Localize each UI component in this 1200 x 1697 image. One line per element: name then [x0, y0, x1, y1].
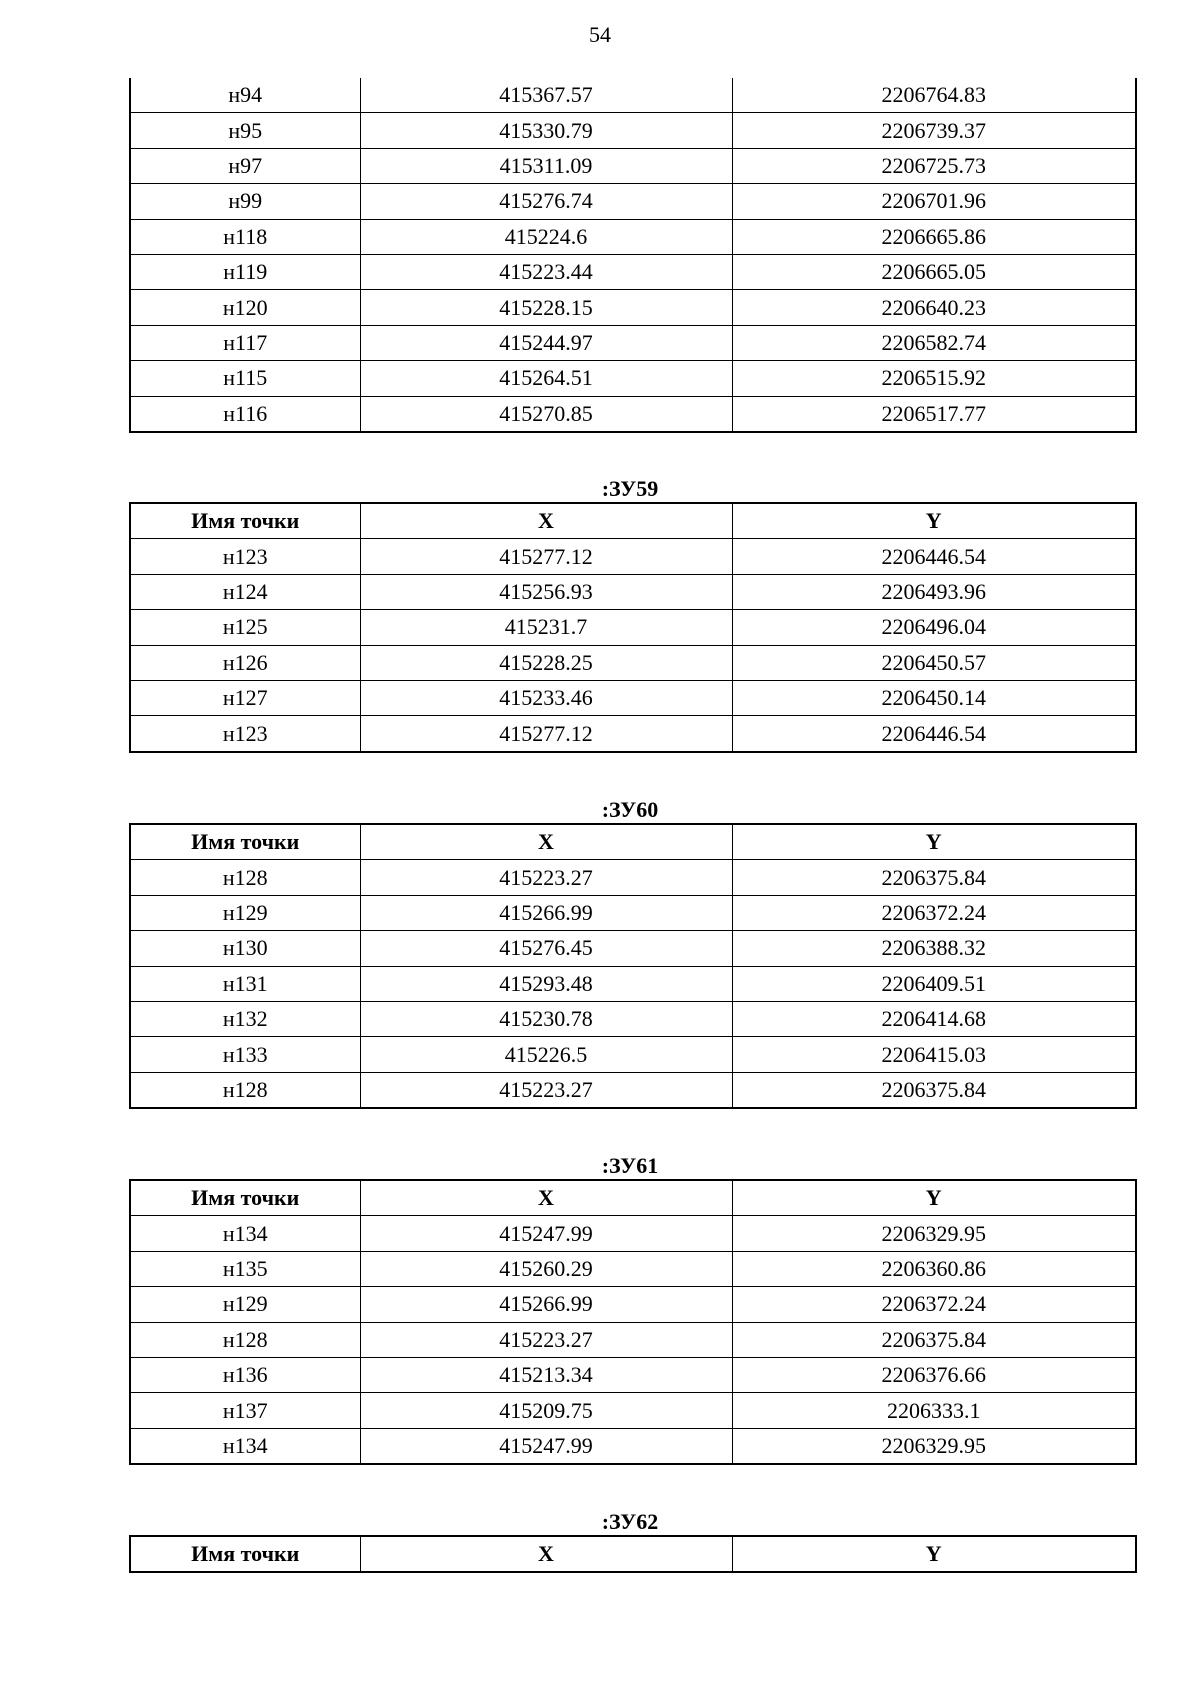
y-coordinate-cell: 2206496.04: [732, 610, 1136, 645]
y-coordinate-cell: 2206375.84: [732, 1322, 1136, 1357]
point-name-cell: н135: [130, 1251, 360, 1286]
y-coordinate-cell: 2206446.54: [732, 716, 1136, 752]
table-row: [130, 716, 1136, 752]
y-coordinate-cell: 2206375.84: [732, 860, 1136, 895]
x-coordinate-cell: 415228.15: [360, 290, 732, 325]
point-name-cell: н136: [130, 1357, 360, 1392]
y-coordinate-cell: 2206665.86: [732, 219, 1136, 254]
column-header-name: Имя точки: [130, 503, 360, 539]
table-row: [130, 680, 1136, 715]
x-coordinate-cell: 415311.09: [360, 148, 732, 183]
point-name-cell: н137: [130, 1393, 360, 1428]
point-name-cell: н123: [130, 539, 360, 574]
y-coordinate-cell: 2206409.51: [732, 966, 1136, 1001]
x-coordinate-cell: 415247.99: [360, 1216, 732, 1251]
x-coordinate-cell: 415231.7: [360, 610, 732, 645]
table-header-row: [130, 503, 1136, 539]
y-coordinate-cell: 2206372.24: [732, 895, 1136, 930]
y-coordinate-cell: 2206665.05: [732, 254, 1136, 289]
table-header-row: [130, 824, 1136, 860]
column-header-name: Имя точки: [130, 824, 360, 860]
point-name-cell: н129: [130, 895, 360, 930]
table-row: [130, 645, 1136, 680]
table-row: [130, 1216, 1136, 1251]
table-row: [130, 860, 1136, 895]
point-name-cell: н134: [130, 1428, 360, 1464]
point-name-cell: н97: [130, 148, 360, 183]
point-name-cell: н116: [130, 396, 360, 432]
point-name-cell: н125: [130, 610, 360, 645]
x-coordinate-cell: 415276.45: [360, 931, 732, 966]
table-row: [130, 895, 1136, 930]
y-coordinate-cell: 2206376.66: [732, 1357, 1136, 1392]
y-coordinate-cell: 2206493.96: [732, 574, 1136, 609]
page-number: 54: [589, 22, 611, 47]
y-coordinate-cell: 2206764.83: [732, 78, 1136, 113]
y-coordinate-cell: 2206515.92: [732, 361, 1136, 396]
x-coordinate-cell: 415330.79: [360, 113, 732, 148]
x-coordinate-cell: 415223.44: [360, 254, 732, 289]
column-header-x: X: [360, 824, 732, 860]
point-name-cell: н115: [130, 361, 360, 396]
coordinates-table-continued: [129, 78, 1137, 433]
table-row: [130, 148, 1136, 183]
y-coordinate-cell: 2206360.86: [732, 1251, 1136, 1286]
y-coordinate-cell: 2206415.03: [732, 1037, 1136, 1072]
section-title-zu61: :ЗУ61: [601, 1153, 659, 1178]
point-name-cell: н95: [130, 113, 360, 148]
point-name-cell: н130: [130, 931, 360, 966]
table-row: [130, 396, 1136, 432]
column-header-x: X: [360, 1180, 732, 1216]
x-coordinate-cell: 415244.97: [360, 325, 732, 360]
point-name-cell: н131: [130, 966, 360, 1001]
x-coordinate-cell: 415223.27: [360, 860, 732, 895]
x-coordinate-cell: 415264.51: [360, 361, 732, 396]
table-row: [130, 1037, 1136, 1072]
point-name-cell: н117: [130, 325, 360, 360]
point-name-cell: н129: [130, 1287, 360, 1322]
section-title-zu59: :ЗУ59: [601, 476, 659, 501]
y-coordinate-cell: 2206450.57: [732, 645, 1136, 680]
table-row: [130, 361, 1136, 396]
x-coordinate-cell: 415256.93: [360, 574, 732, 609]
point-name-cell: н128: [130, 1322, 360, 1357]
point-name-cell: н118: [130, 219, 360, 254]
point-name-cell: н127: [130, 680, 360, 715]
y-coordinate-cell: 2206333.1: [732, 1393, 1136, 1428]
table-header-row: [130, 1536, 1136, 1572]
point-name-cell: н133: [130, 1037, 360, 1072]
table-row: [130, 610, 1136, 645]
coordinates-table-zu62: [129, 1535, 1137, 1573]
x-coordinate-cell: 415226.5: [360, 1037, 732, 1072]
column-header-x: X: [360, 503, 732, 539]
x-coordinate-cell: 415266.99: [360, 1287, 732, 1322]
y-coordinate-cell: 2206517.77: [732, 396, 1136, 432]
table-row: [130, 1251, 1136, 1286]
x-coordinate-cell: 415213.34: [360, 1357, 732, 1392]
y-coordinate-cell: 2206582.74: [732, 325, 1136, 360]
table-row: [130, 1393, 1136, 1428]
table-row: [130, 325, 1136, 360]
y-coordinate-cell: 2206725.73: [732, 148, 1136, 183]
coordinates-table-zu60: [129, 823, 1137, 1109]
point-name-cell: н119: [130, 254, 360, 289]
point-name-cell: н132: [130, 1001, 360, 1036]
section-title-zu60: :ЗУ60: [601, 797, 659, 822]
coordinates-table-zu59: [129, 502, 1137, 753]
x-coordinate-cell: 415223.27: [360, 1072, 732, 1108]
point-name-cell: н120: [130, 290, 360, 325]
table-row: [130, 1001, 1136, 1036]
x-coordinate-cell: 415224.6: [360, 219, 732, 254]
table-row: [130, 931, 1136, 966]
x-coordinate-cell: 415233.46: [360, 680, 732, 715]
y-coordinate-cell: 2206739.37: [732, 113, 1136, 148]
x-coordinate-cell: 415266.99: [360, 895, 732, 930]
column-header-x: X: [360, 1536, 732, 1572]
table-row: [130, 1428, 1136, 1464]
table-row: [130, 1072, 1136, 1108]
table-row: [130, 290, 1136, 325]
coordinates-table-zu61: [129, 1179, 1137, 1465]
x-coordinate-cell: 415293.48: [360, 966, 732, 1001]
table-row: [130, 184, 1136, 219]
y-coordinate-cell: 2206450.14: [732, 680, 1136, 715]
point-name-cell: н134: [130, 1216, 360, 1251]
column-header-y: Y: [732, 824, 1136, 860]
column-header-y: Y: [732, 503, 1136, 539]
y-coordinate-cell: 2206414.68: [732, 1001, 1136, 1036]
column-header-name: Имя точки: [130, 1536, 360, 1572]
y-coordinate-cell: 2206446.54: [732, 539, 1136, 574]
x-coordinate-cell: 415209.75: [360, 1393, 732, 1428]
x-coordinate-cell: 415260.29: [360, 1251, 732, 1286]
y-coordinate-cell: 2206329.95: [732, 1216, 1136, 1251]
column-header-y: Y: [732, 1180, 1136, 1216]
table-row: [130, 113, 1136, 148]
x-coordinate-cell: 415223.27: [360, 1322, 732, 1357]
y-coordinate-cell: 2206375.84: [732, 1072, 1136, 1108]
x-coordinate-cell: 415277.12: [360, 539, 732, 574]
table-row: [130, 539, 1136, 574]
table-row: [130, 574, 1136, 609]
y-coordinate-cell: 2206388.32: [732, 931, 1136, 966]
point-name-cell: н123: [130, 716, 360, 752]
x-coordinate-cell: 415270.85: [360, 396, 732, 432]
x-coordinate-cell: 415277.12: [360, 716, 732, 752]
table-row: [130, 1357, 1136, 1392]
point-name-cell: н94: [130, 78, 360, 113]
x-coordinate-cell: 415276.74: [360, 184, 732, 219]
y-coordinate-cell: 2206329.95: [732, 1428, 1136, 1464]
x-coordinate-cell: 415367.57: [360, 78, 732, 113]
table-row: [130, 254, 1136, 289]
table-row: [130, 78, 1136, 113]
point-name-cell: н126: [130, 645, 360, 680]
table-row: [130, 966, 1136, 1001]
y-coordinate-cell: 2206701.96: [732, 184, 1136, 219]
y-coordinate-cell: 2206372.24: [732, 1287, 1136, 1322]
y-coordinate-cell: 2206640.23: [732, 290, 1136, 325]
x-coordinate-cell: 415228.25: [360, 645, 732, 680]
section-title-zu62: :ЗУ62: [601, 1509, 659, 1534]
x-coordinate-cell: 415230.78: [360, 1001, 732, 1036]
table-header-row: [130, 1180, 1136, 1216]
column-header-y: Y: [732, 1536, 1136, 1572]
point-name-cell: н128: [130, 860, 360, 895]
table-row: [130, 1322, 1136, 1357]
point-name-cell: н124: [130, 574, 360, 609]
table-row: [130, 219, 1136, 254]
column-header-name: Имя точки: [130, 1180, 360, 1216]
table-row: [130, 1287, 1136, 1322]
x-coordinate-cell: 415247.99: [360, 1428, 732, 1464]
point-name-cell: н99: [130, 184, 360, 219]
point-name-cell: н128: [130, 1072, 360, 1108]
